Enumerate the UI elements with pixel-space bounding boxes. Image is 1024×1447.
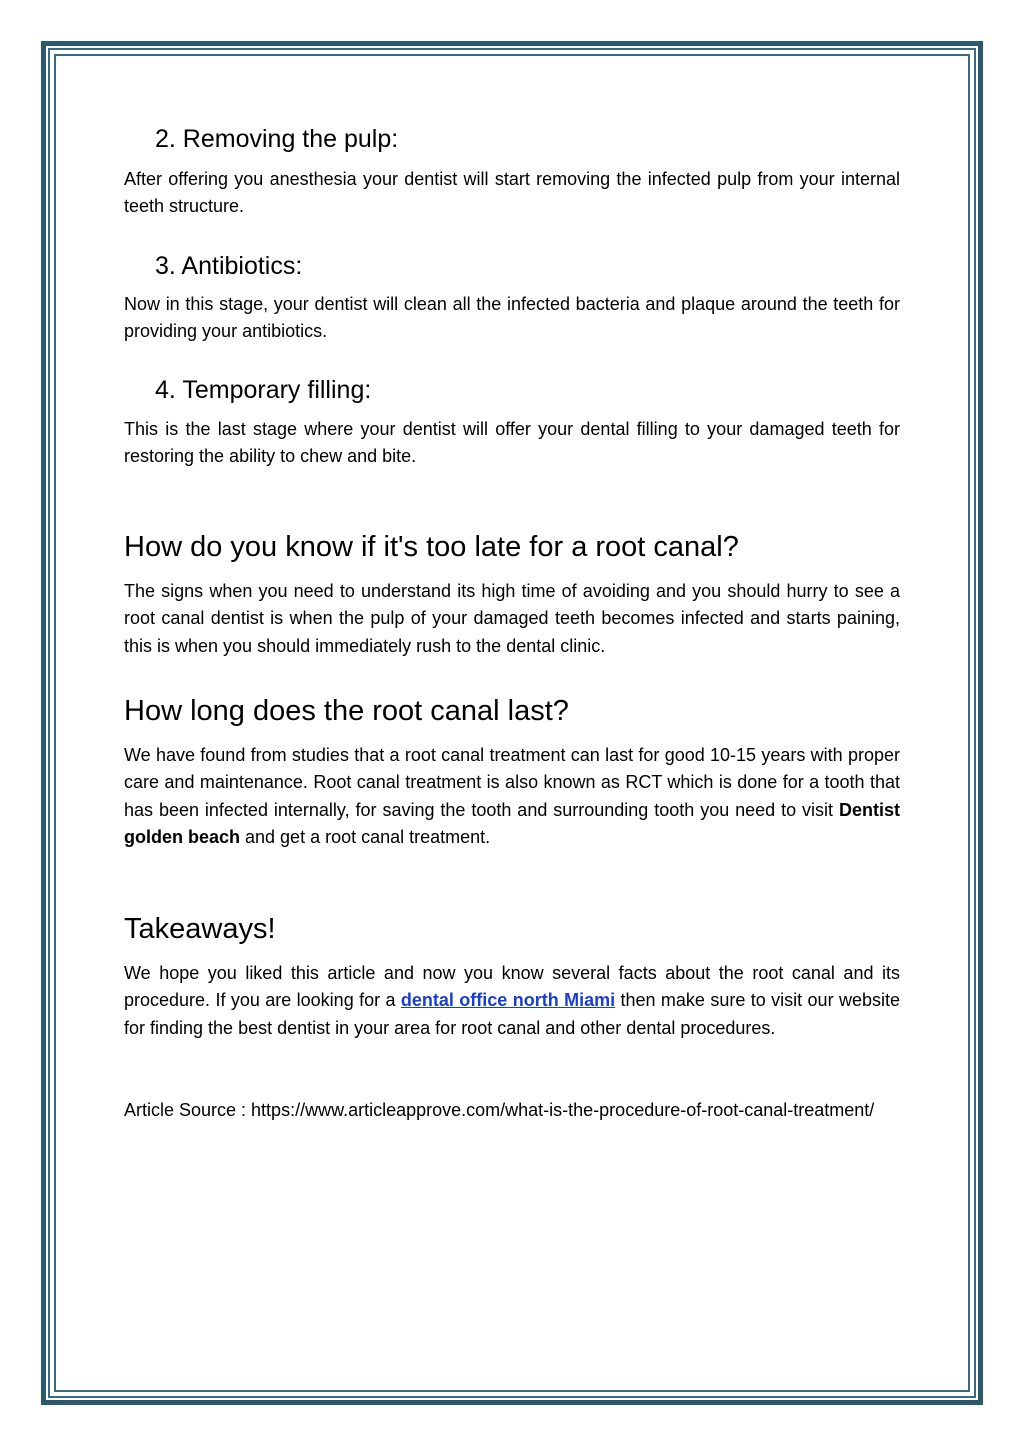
section-heading-too-late: How do you know if it's too late for a root canal?	[124, 531, 739, 563]
step-body-temporary-filling: This is the last stage where your dentist will offer your dental filling to your damaged teeth for restoring the ability to chew and bite.	[124, 419, 900, 467]
dental-office-north-miami-link[interactable]: dental office north Miami	[400, 990, 616, 1011]
section-body-how-long	[124, 742, 900, 852]
step-body-antibiotics: Now in this stage, your dentist will clean all the infected bacteria and plaque around the teeth for providing your antibiotics.	[124, 294, 900, 342]
section-body-too-late: The signs when you need to understand its high time of avoiding and you should hurry to see a root canal dentist is when the pulp of your damaged teeth becomes infected and starts paining, this is when you should immediately rush to the dental clinic.	[124, 581, 900, 656]
section-heading-how-long: How long does the root canal last?	[124, 695, 569, 727]
section-heading-takeaways: Takeaways!	[124, 913, 276, 945]
step-body-removing-pulp: After offering you anesthesia your dentist will start removing the infected pulp from your internal teeth structure.	[124, 169, 900, 217]
how-long-text-after: and get a root canal treatment.	[240, 827, 491, 848]
step-heading-antibiotics: 3. Antibiotics:	[155, 252, 303, 280]
section-body-takeaways	[124, 960, 900, 1042]
step-heading-removing-pulp: 2. Removing the pulp:	[155, 125, 399, 153]
dentist-golden-beach-bold: Dentist golden beach	[124, 799, 900, 848]
how-long-text-before: We have found from studies that a root canal treatment can last for good 10-15 years with proper care and maintenance. Root canal treatment is also known as RCT which is done for a tooth that has been infected internally, for saving the tooth and surrounding tooth you need to visit	[124, 745, 900, 820]
takeaways-text-before: We hope you liked this article and now you know several facts about the root canal and its procedure. If you are looking for a	[124, 963, 900, 1011]
step-heading-temporary-filling: 4. Temporary filling:	[155, 376, 372, 404]
takeaways-text-after: then make sure to visit our website for finding the best dentist in your area for root canal and other dental procedures.	[124, 990, 900, 1038]
article-source: Article Source : https://www.articleapprove.com/what-is-the-procedure-of-root-canal-treatment/	[124, 1100, 875, 1120]
